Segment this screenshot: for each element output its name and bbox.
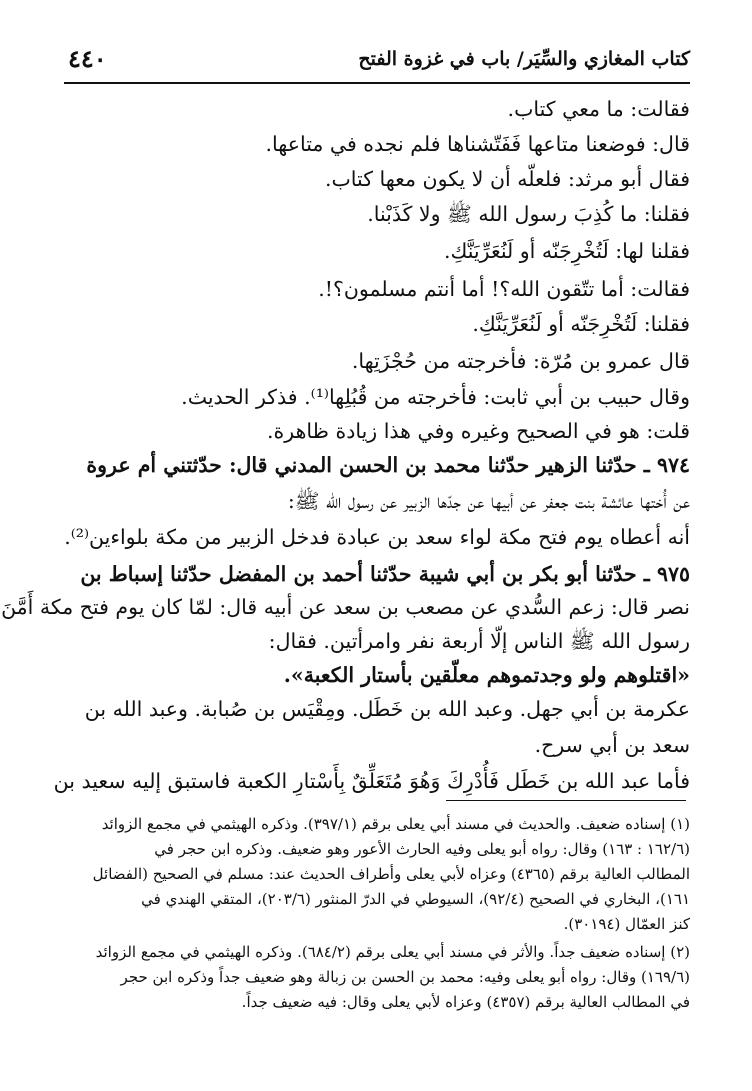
text-line: قال: فوضعنا متاعها فَفَتّشناها فلم نجده في متاعها.	[265, 132, 690, 156]
footnote-line: ١٦١)، البخاري في الصحيح (٩٢/٤)، السيوطي في الدرّ المنثور (٢٠٣/٦)، المتقي الهندي في	[141, 890, 690, 908]
text-line: أنه أعطاه يوم فتح مكة لواء سعد بن عبادة فدخل الزبير من مكة بلواءين⁽²⁾.	[64, 525, 690, 549]
hadith-line: ٩٧٤ ـ حدّثنا الزهير حدّثنا محمد بن الحسن المدني قال: حدّثتني أم عروة	[86, 453, 690, 477]
footnote-line: كنز العمّال (٣٠١٩٤).	[563, 915, 690, 933]
text-line: فقالت: ما معي كتاب.	[507, 97, 690, 121]
hadith-line: ٩٧٥ ـ حدّثنا أبو بكر بن أبي شيبة حدّثنا أحمد بن المفضل حدّثنا إسباط بن	[80, 562, 690, 586]
text-line: عكرمة بن أبي جهل. وعبد الله بن خَطَل. ومِقْيَس بن صُبابة. وعبد الله بن	[84, 697, 690, 721]
text-line: فقالت: أما تتّقون الله؟! أما أنتم مسلمون؟!.	[318, 277, 690, 301]
footnote-line: المطالب العالية برقم (٤٣٦٥) وعزاه لأبي يعلى وأطراف الحديث عند: مسلم في الصحيح (الفضائل	[92, 865, 690, 883]
text-line: فأما عبد الله بن خَطَل فَأُدْرِكَ وَهُوَ مُتَعَلِّقٌ بِأَسْتارِ الكعبة فاستبق إليه سعيد بن	[53, 769, 690, 793]
page-number: ٤٤٠	[68, 44, 107, 73]
footnote-line: (٢) إسناده ضعيف جداً. والأثر في مسند أبي يعلى برقم (٦٨٤/٢). وذكره الهيثمي في مجمع الزوائد	[95, 943, 690, 961]
header-rule	[64, 82, 690, 84]
text-line: رسول الله ﷺ الناس إلّا أربعة نفر وامرأتين. فقال:	[268, 629, 690, 653]
text-line: عن أُختها عائشة بنت جعفر عن أبيها عن جدّها الزبير عن رسول الله ﷺ:	[287, 489, 690, 513]
prophetic-quote: «اقتلوهم ولو وجدتموهم معلّقين بأستار الكعبة».	[283, 663, 690, 687]
page-header	[64, 40, 690, 84]
text-line: فقلنا: ما كُذِبَ رسول الله ﷺ ولا كَذَبْنا.	[367, 202, 690, 226]
footnote-line: (١) إسناده ضعيف. والحديث في مسند أبي يعلى برقم (٣٩٧/١). وذكره الهيثمي في مجمع الزوائد	[101, 815, 690, 833]
footnote-line: (١٦٢/٦ : ١٦٣) وقال: رواه أبو يعلى وفيه الحارث الأعور وهو ضعيف. وذكره ابن حجر في	[154, 840, 690, 858]
text-line: سعد بن أبي سرح.	[534, 733, 690, 757]
text-line: فقال أبو مرثد: فلعلّه أن لا يكون معها كتاب.	[324, 167, 690, 191]
footnote-line: في المطالب العالية برقم (٤٣٥٧) وعزاه لأبي يعلى وقال: فيه ضعيف جداً.	[241, 993, 690, 1011]
text-line: قلت: هو في الصحيح وغيره وفي هذا زيادة ظاهرة.	[267, 419, 690, 443]
text-line: فقلنا لها: لَتُخْرِجَنّه أو لَنُعَرِّيَنَّكِ.	[443, 239, 690, 263]
text-line: نصر قال: زعم السُّدي عن مصعب بن سعد عن أبيه قال: لمّا كان يوم فتح مكة أَمَّنَ	[1, 595, 690, 619]
text-line: وقال حبيب بن أبي ثابت: فأخرجته من قُبُلِها⁽¹⁾. فذكر الحديث.	[181, 385, 690, 409]
footnote-line: (١٦٩/٦) وقال: رواه أبو يعلى وفيه: محمد بن الحسن بن زبالة وهو ضعيف جداً وذكره ابن حجر	[120, 968, 690, 986]
text-line: فقلنا: لَتُخْرِجَنّه أو لَنُعَرِّيَنَّكِ.	[472, 312, 690, 336]
footnote-separator	[446, 800, 686, 801]
running-title: كتاب المغازي والسِّيَر/ باب في غزوة الفتح	[358, 48, 690, 70]
text-line: قال عمرو بن مُرّة: فأخرجته من حُجْزَتِها.	[351, 349, 690, 373]
